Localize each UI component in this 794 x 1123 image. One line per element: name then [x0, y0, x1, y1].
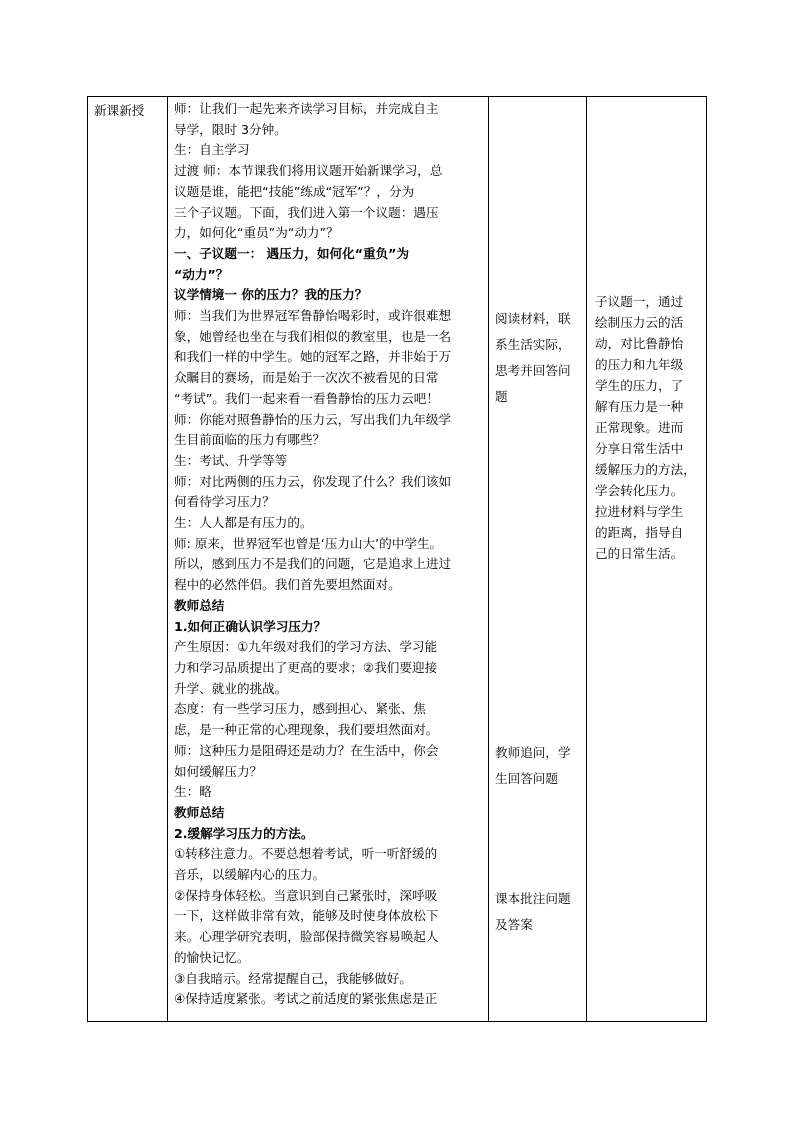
text-line: 生：略 — [174, 784, 212, 800]
teaching-process-text — [168, 97, 488, 1010]
text-line: 一下，这样做非常有效，能够及时使身体放松下 — [174, 908, 439, 924]
intent-line: 分享日常生活中 — [595, 441, 684, 456]
text-line: 三个子议题。下面，我们进入第一个议题：遇压 — [174, 204, 439, 220]
lesson-plan-table — [87, 96, 707, 1022]
activity-line: 思考并回答问 — [495, 363, 571, 378]
text-line: 何看待学习压力？ — [174, 494, 275, 510]
heading-line: 教师总结 — [174, 804, 225, 820]
text-line: 过渡 师：本节课我们将用议题开始新课学习，总 — [174, 163, 443, 179]
activity-line: 及答案 — [495, 917, 533, 932]
text-line: 和我们一样的中学生。她的冠军之路，并非始于万 — [174, 349, 452, 365]
intent-line: 正常现象。进而 — [595, 420, 684, 435]
activity-line: 课本批注问题 — [495, 891, 571, 906]
teaching-process-column — [168, 97, 489, 1021]
text-line: 所以，感到压力不是我们的问题，它是追求上进过 — [174, 556, 452, 572]
heading-line: 教师总结 — [174, 597, 225, 613]
student-activity-block — [495, 886, 584, 938]
section-label: 新课新授 — [94, 103, 145, 118]
student-activity-column — [489, 97, 587, 1021]
text-line: 力和学习品质提出了更高的要求；②我们要迎接 — [174, 659, 438, 675]
intent-line: 学生的压力，了 — [595, 378, 684, 393]
intent-line: 动，对比鲁静怡 — [595, 336, 684, 351]
design-intent-block — [595, 291, 704, 564]
text-line: 程中的必然伴侣。我们首先要坦然面对。 — [174, 577, 401, 593]
text-line: 象，她曾经也坐在与我们相似的教室里，也是一名 — [174, 328, 452, 344]
text-line: ②保持身体轻松。当意识到自己紧张时，深呼吸 — [174, 887, 438, 903]
section-column — [88, 97, 168, 1021]
activity-line: 教师追问，学 — [495, 745, 571, 760]
text-line: 师：让我们一起先来齐读学习目标，并完成自主 — [174, 101, 439, 116]
intent-line: 拉进材料与学生 — [595, 504, 684, 519]
text-line: 升学、就业的挑战。 — [174, 680, 288, 696]
text-line: 生：自主学习 — [174, 142, 250, 158]
intent-line: 缓解压力的方法， — [595, 462, 696, 477]
text-line: 导学，限时 3分钟。 — [174, 121, 287, 137]
activity-line: 阅读材料，联 — [495, 311, 571, 326]
activity-line: 系生活实际， — [495, 337, 571, 352]
text-line: 的愉快记忆。 — [174, 949, 250, 965]
heading-line: 2.缓解学习压力的方法。 — [174, 825, 314, 841]
text-line: 产生原因：①九年级对我们的学习方法、学习能 — [174, 639, 438, 655]
text-line: ①转移注意力。不要总想着考试，听一听舒缓的 — [174, 846, 438, 862]
text-line: 态度：有一些学习压力，感到担心、紧张、焦 — [174, 701, 426, 717]
activity-line: 题 — [495, 389, 508, 404]
heading-line: “动力”？ — [174, 266, 229, 282]
text-line: 音乐，以缓解内心的压力。 — [174, 867, 326, 883]
activity-line: 生回答问题 — [495, 771, 558, 786]
text-line: 众瞩目的赛场，而是始于一次次不被看见的日常 — [174, 370, 439, 386]
text-line: “考试”。我们一起来看一看鲁静怡的压力云吧！ — [174, 390, 439, 406]
text-line: 生目前面临的压力有哪些？ — [174, 432, 326, 448]
text-line: 生：考试、升学等等 — [174, 452, 288, 468]
text-line: 如何缓解压力？ — [174, 763, 263, 779]
text-line: ④保持适度紧张。考试之前适度的紧张焦虑是正 — [174, 991, 438, 1007]
heading-line: 议学情境一 你的压力？我的压力？ — [174, 287, 368, 303]
text-line: 议题是谁，能把“技能”练成“冠军”？，分为 — [174, 183, 415, 199]
heading-line: 1.如何正确认识学习压力？ — [174, 618, 327, 634]
intent-line: 的距离，指导自 — [595, 525, 684, 540]
design-intent-column — [587, 97, 706, 1021]
text-line: 生：人人都是有压力的。 — [174, 515, 313, 531]
intent-line: 子议题一，通过 — [595, 294, 684, 309]
text-line: 来。心理学研究表明，脸部保持微笑容易唤起人 — [174, 929, 439, 945]
text-line: 虑，是一种正常的心理现象，我们要坦然面对。 — [174, 722, 439, 738]
text-line: 师: 原来，世界冠军也曾是‘压力山大’的中学生。 — [174, 535, 443, 551]
heading-line: 一、子议题一： 遇压力，如何化“重负”为 — [174, 245, 410, 261]
text-line: 力，如何化“重员”为“动力”？ — [174, 225, 339, 241]
intent-line: 绘制压力云的活 — [595, 315, 684, 330]
intent-line: 解有压力是一种 — [595, 399, 684, 414]
text-line: 师：当我们为世界冠军鲁静怡喝彩时，或许很难想 — [174, 308, 452, 324]
text-line: 师：这种压力是阻碍还是动力？在生活中，你会 — [174, 742, 439, 758]
text-line: ③自我暗示。经常提醒自己，我能够做好。 — [174, 970, 412, 986]
text-line: 师：对比两侧的压力云，你发现了什么？我们该如 — [174, 473, 452, 489]
text-line: 师：你能对照鲁静怡的压力云，写出我们九年级学 — [174, 411, 452, 427]
student-activity-block — [495, 306, 584, 410]
student-activity-block — [495, 740, 584, 792]
intent-line: 学会转化压力。 — [595, 483, 684, 498]
intent-line: 的压力和九年级 — [595, 357, 684, 372]
intent-line: 己的日常生活。 — [595, 546, 684, 561]
